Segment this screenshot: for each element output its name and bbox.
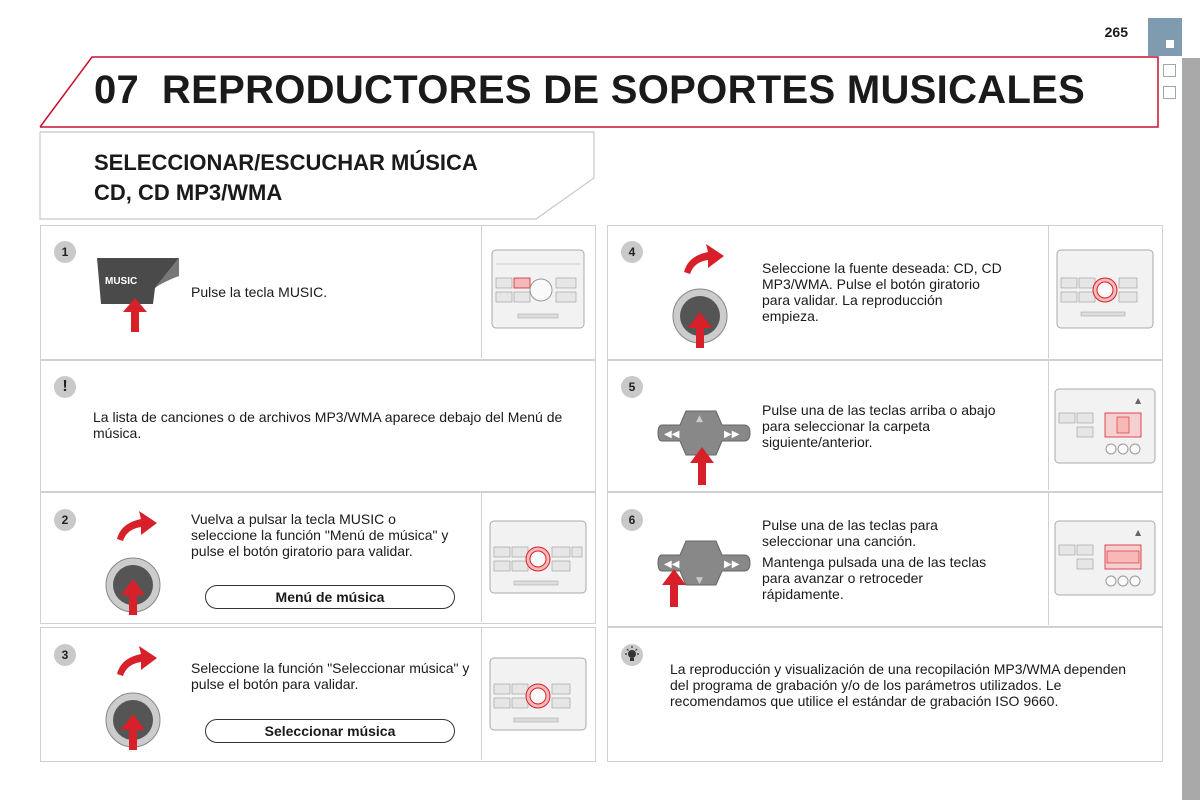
radio-thumbnail <box>1048 361 1162 490</box>
page-title <box>94 68 1085 113</box>
direction-keys-icon <box>656 537 752 609</box>
rotary-knob-icon <box>99 505 169 617</box>
svg-text:▼: ▼ <box>696 576 703 586</box>
section-title-line2: CD, CD MP3/WMA <box>94 180 283 205</box>
select-pill: Seleccionar música <box>205 719 455 743</box>
direction-keys-icon <box>656 405 752 487</box>
step-2-text: Vuelva a pulsar la tecla MUSIC o seleccione la función "Menú de música" y pulse el botón giratorio para validar. <box>191 511 449 559</box>
radio-thumbnail <box>481 226 595 358</box>
tip-panel <box>607 627 1163 762</box>
step-3-text: Seleccione la función "Seleccionar música" y pulse el botón para validar. <box>191 660 470 692</box>
step-4-text: Seleccione la fuente deseada: CD, CD MP3/WMA. Pulse el botón giratorio para validar. La reproducción empieza. <box>762 260 1002 324</box>
step-panel-2 <box>40 492 596 624</box>
svg-text:▲: ▲ <box>1135 396 1142 405</box>
lightbulb-icon <box>621 644 643 666</box>
step-number: 3 <box>54 644 76 666</box>
step-number: 5 <box>621 376 643 398</box>
step-6-text-1: Pulse una de las teclas para seleccionar una canción. <box>762 517 938 549</box>
rotary-knob-icon <box>666 236 736 354</box>
page-number: 265 <box>1104 24 1128 40</box>
step-panel-3 <box>40 627 596 762</box>
step-number: 1 <box>54 241 76 263</box>
radio-thumbnail <box>1048 493 1162 625</box>
radio-thumbnail <box>481 628 595 760</box>
radio-thumbnail <box>1048 226 1162 358</box>
step-number: 4 <box>621 241 643 263</box>
svg-text:▲: ▲ <box>1135 528 1142 537</box>
radio-panel-icon <box>1049 361 1162 490</box>
step-panel-1 <box>40 225 596 360</box>
step-number: 6 <box>621 509 643 531</box>
step-panel-4 <box>607 225 1163 360</box>
step-5-text: Pulse una de las teclas arriba o abajo para seleccionar la carpeta siguiente/anterior. <box>762 402 996 450</box>
svg-text:◀◀: ◀◀ <box>664 559 680 570</box>
radio-panel-icon <box>482 628 595 760</box>
lightbulb-glyph <box>621 644 643 666</box>
radio-panel-icon <box>1049 493 1162 625</box>
menu-pill: Menú de música <box>205 585 455 609</box>
radio-panel-icon <box>1049 226 1162 358</box>
warning-text: La lista de canciones o de archivos MP3/WMA aparece debajo del Menú de música. <box>93 409 563 441</box>
svg-text:▶▶: ▶▶ <box>724 559 740 570</box>
chapter-title: REPRODUCTORES DE SOPORTES MUSICALES <box>161 68 1086 112</box>
side-bar <box>1182 58 1200 800</box>
step-6-text-2: Mantenga pulsada una de las teclas para avanzar o retroceder rápidamente. <box>762 554 987 602</box>
radio-panel-icon <box>482 493 595 622</box>
svg-text:◀◀: ◀◀ <box>664 429 680 440</box>
warning-panel <box>40 360 596 492</box>
step-panel-5 <box>607 360 1163 492</box>
section-title-line1: SELECCIONAR/ESCUCHAR MÚSICA <box>94 150 478 175</box>
music-key-label: MUSIC <box>105 276 138 287</box>
svg-text:▶▶: ▶▶ <box>724 429 740 440</box>
radio-panel-icon <box>482 226 595 358</box>
radio-thumbnail <box>481 493 595 622</box>
step-panel-6 <box>607 492 1163 627</box>
rotary-knob-icon <box>99 640 169 752</box>
warning-icon: ! <box>54 376 76 398</box>
section-title <box>94 148 478 208</box>
tip-text: La reproducción y visualización de una recopilación MP3/WMA dependen del programa de grabación y/o de los parámetros utilizados. Le recomendamos que utilice el estándar de grabación ISO 9660. <box>670 661 1127 709</box>
music-key-icon <box>93 254 183 334</box>
step-1-text: Pulse la tecla MUSIC. <box>191 284 328 300</box>
step-number: 2 <box>54 509 76 531</box>
chapter-number: 07 <box>94 68 140 112</box>
svg-text:▲: ▲ <box>696 414 703 424</box>
